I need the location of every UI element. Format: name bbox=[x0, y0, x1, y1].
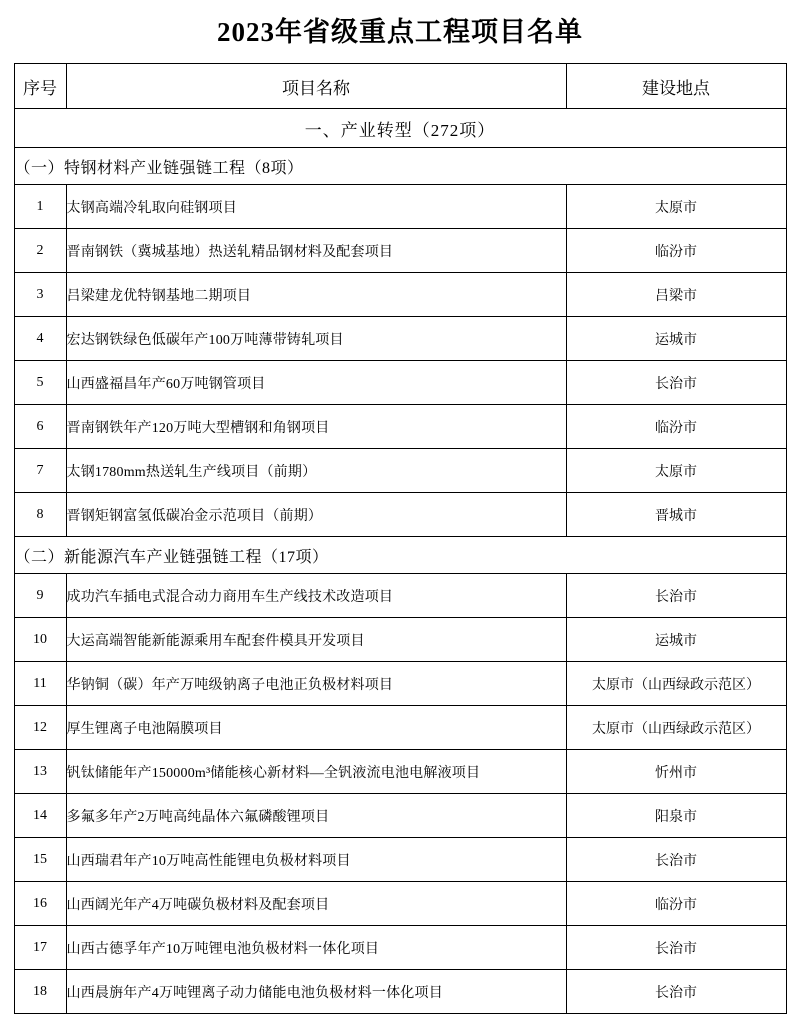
row-seq: 12 bbox=[14, 706, 66, 750]
table-row bbox=[14, 574, 786, 618]
row-seq: 4 bbox=[14, 317, 66, 361]
row-name: 太钢1780mm热送轧生产线项目（前期） bbox=[66, 449, 566, 493]
row-name: 晋南钢铁（冀城基地）热送轧精品钢材料及配套项目 bbox=[66, 229, 566, 273]
row-seq: 2 bbox=[14, 229, 66, 273]
section-heading-row bbox=[14, 109, 786, 148]
row-seq: 14 bbox=[14, 794, 66, 838]
project-list-table bbox=[14, 63, 787, 1014]
row-name: 华钠铜（碳）年产万吨级钠离子电池正负极材料项目 bbox=[66, 662, 566, 706]
row-location: 太原市（山西绿政示范区） bbox=[566, 706, 786, 750]
row-name: 多氟多年产2万吨高纯晶体六氟磷酸锂项目 bbox=[66, 794, 566, 838]
document-page bbox=[0, 10, 800, 1014]
table-row bbox=[14, 185, 786, 229]
row-location: 晋城市 bbox=[566, 493, 786, 537]
row-name: 山西晨旃年产4万吨锂离子动力储能电池负极材料一体化项目 bbox=[66, 970, 566, 1014]
table-row bbox=[14, 882, 786, 926]
row-location: 太原市 bbox=[566, 449, 786, 493]
row-seq: 11 bbox=[14, 662, 66, 706]
row-location: 临汾市 bbox=[566, 882, 786, 926]
table-row bbox=[14, 361, 786, 405]
table-row bbox=[14, 838, 786, 882]
table-row bbox=[14, 794, 786, 838]
row-name: 太钢高端冷轧取向硅钢项目 bbox=[66, 185, 566, 229]
row-seq: 17 bbox=[14, 926, 66, 970]
row-location: 临汾市 bbox=[566, 405, 786, 449]
row-location: 长治市 bbox=[566, 361, 786, 405]
table-row bbox=[14, 618, 786, 662]
table-row bbox=[14, 926, 786, 970]
row-name: 宏达钢铁绿色低碳年产100万吨薄带铸轧项目 bbox=[66, 317, 566, 361]
row-name: 成功汽车插电式混合动力商用车生产线技术改造项目 bbox=[66, 574, 566, 618]
column-header-name: 项目名称 bbox=[66, 64, 566, 109]
row-location: 长治市 bbox=[566, 970, 786, 1014]
column-header-location: 建设地点 bbox=[566, 64, 786, 109]
row-name: 晋南钢铁年产120万吨大型槽钢和角钢项目 bbox=[66, 405, 566, 449]
table-row bbox=[14, 706, 786, 750]
table-header-row bbox=[14, 64, 786, 109]
table-row bbox=[14, 493, 786, 537]
row-name: 山西古德孚年产10万吨锂电池负极材料一体化项目 bbox=[66, 926, 566, 970]
table-row bbox=[14, 229, 786, 273]
row-seq: 6 bbox=[14, 405, 66, 449]
row-name: 山西瑞君年产10万吨高性能锂电负极材料项目 bbox=[66, 838, 566, 882]
row-name: 山西盛福昌年产60万吨钢管项目 bbox=[66, 361, 566, 405]
column-header-seq: 序号 bbox=[14, 64, 66, 109]
row-location: 阳泉市 bbox=[566, 794, 786, 838]
table-row bbox=[14, 449, 786, 493]
row-seq: 16 bbox=[14, 882, 66, 926]
row-seq: 13 bbox=[14, 750, 66, 794]
subsection-heading-2: （二）新能源汽车产业链强链工程（17项） bbox=[14, 537, 786, 574]
row-location: 长治市 bbox=[566, 574, 786, 618]
table-row bbox=[14, 405, 786, 449]
row-location: 太原市 bbox=[566, 185, 786, 229]
row-seq: 10 bbox=[14, 618, 66, 662]
row-name: 山西阔光年产4万吨碳负极材料及配套项目 bbox=[66, 882, 566, 926]
subsection-heading-1: （一）特钢材料产业链强链工程（8项） bbox=[14, 148, 786, 185]
row-name: 大运高端智能新能源乘用车配套件模具开发项目 bbox=[66, 618, 566, 662]
row-location: 吕梁市 bbox=[566, 273, 786, 317]
row-seq: 3 bbox=[14, 273, 66, 317]
row-name: 晋钢矩钢富氢低碳冶金示范项目（前期） bbox=[66, 493, 566, 537]
table-row bbox=[14, 273, 786, 317]
row-location: 太原市（山西绿政示范区） bbox=[566, 662, 786, 706]
row-location: 长治市 bbox=[566, 838, 786, 882]
row-seq: 18 bbox=[14, 970, 66, 1014]
table-row bbox=[14, 662, 786, 706]
table-row bbox=[14, 317, 786, 361]
row-location: 运城市 bbox=[566, 317, 786, 361]
subsection-heading-row bbox=[14, 537, 786, 574]
row-seq: 9 bbox=[14, 574, 66, 618]
table-body bbox=[14, 64, 786, 1014]
row-location: 长治市 bbox=[566, 926, 786, 970]
page-title: 2023年省级重点工程项目名单 bbox=[217, 17, 583, 47]
row-location: 忻州市 bbox=[566, 750, 786, 794]
row-name: 厚生锂离子电池隔膜项目 bbox=[66, 706, 566, 750]
row-seq: 15 bbox=[14, 838, 66, 882]
row-name: 吕梁建龙优特钢基地二期项目 bbox=[66, 273, 566, 317]
row-seq: 5 bbox=[14, 361, 66, 405]
table-row bbox=[14, 750, 786, 794]
row-seq: 1 bbox=[14, 185, 66, 229]
row-name: 钒钛储能年产150000m³储能核心新材料—全钒液流电池电解液项目 bbox=[66, 750, 566, 794]
table-row bbox=[14, 970, 786, 1014]
row-seq: 7 bbox=[14, 449, 66, 493]
row-location: 运城市 bbox=[566, 618, 786, 662]
row-seq: 8 bbox=[14, 493, 66, 537]
row-location: 临汾市 bbox=[566, 229, 786, 273]
subsection-heading-row bbox=[14, 148, 786, 185]
section-heading: 一、产业转型（272项） bbox=[14, 109, 786, 148]
